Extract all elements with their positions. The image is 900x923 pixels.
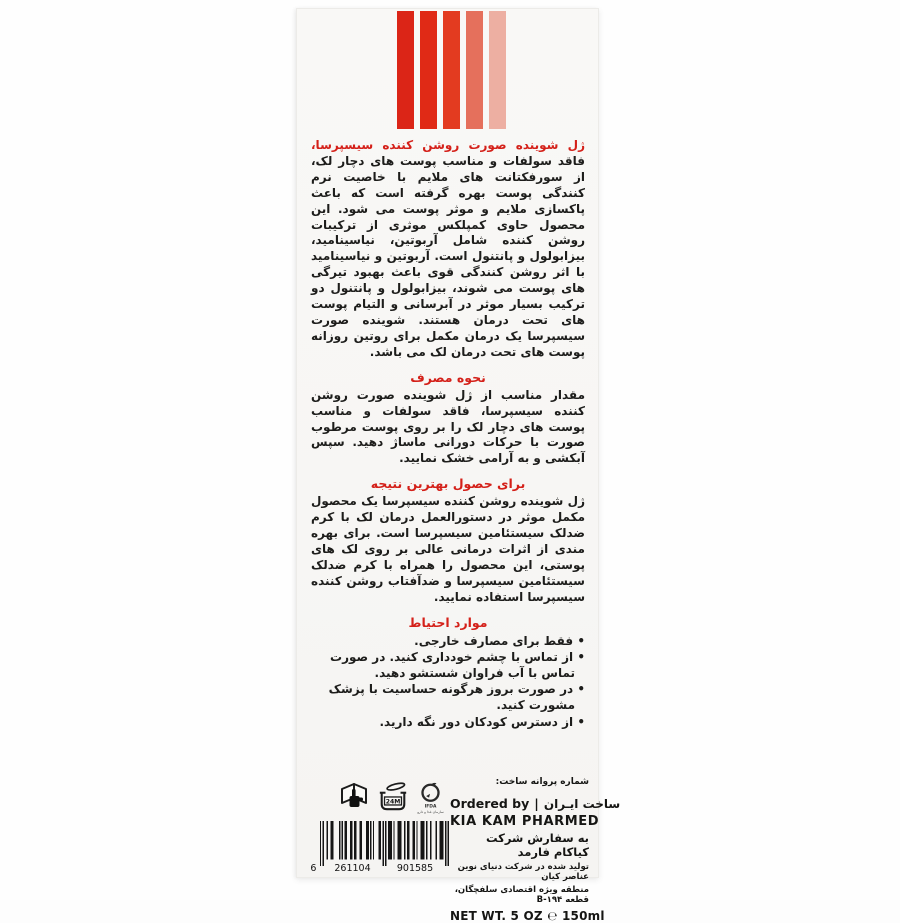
barcode-digits-left: 261104 (334, 862, 371, 874)
precautions-list (311, 633, 585, 730)
read-leaflet-icon (339, 781, 369, 811)
section-heading-precautions: موارد احتیاط (408, 614, 488, 630)
made-in-iran-label: ساخت ایـران (543, 797, 621, 811)
company-name: KIA KAM PHARMED (450, 814, 600, 829)
ordered-by-en: Ordered by (450, 796, 530, 811)
precaution-item: • از دسترس کودکان دور نگه دارید. (311, 714, 585, 730)
license-number-label: شماره پروانه ساخت: (495, 777, 589, 787)
intro-paragraph (311, 138, 585, 361)
precaution-item: • در صورت بروز هرگونه حساسیت با پزشک مشورت کنید. (311, 681, 585, 713)
product-title: ژل شوینده صورت روشن کننده سیسپرسا، (311, 138, 585, 152)
product-box-back-panel (296, 8, 621, 923)
footer-block (309, 771, 621, 923)
pao-label: 24M (385, 798, 401, 806)
section-heading-usage: نحوه مصرف (410, 369, 486, 385)
usage-paragraph: مقدار مناسب از ژل شوینده صورت روشن کننده سیسپرسا، فاقد سولفات و مناسب پوست های دچار لک را بر روی پوست مرطوب صورت با حرکات دورانی ماساژ دهید. سپس آبکشی و به آرامی خشک نمایید. (311, 387, 585, 466)
barcode (309, 821, 450, 877)
address-line: منطقه ویژه اقتصادی سلفچگان، قطعه B-۱۹۴ (454, 885, 589, 905)
barcode-digit-first: 6 (310, 862, 317, 874)
pao-24m-jar-icon (377, 781, 409, 812)
precaution-item: • فقط برای مصارف خارجی. (311, 633, 585, 649)
ifda-label: IFDA (424, 804, 437, 810)
intro-body: فاقد سولفات و مناسب پوست های دچار لک، از سورفکتانت های ملایم با خاصیت نرم کنندگی پوست بهره گرفته است که باعث پاکسازی ملایم و موثر پوست می شود. این محصول حاوی کمپلکس موثری از ترکیبات روشن کننده شامل آربوتین، نیاسینامید، بیزابولول و پانتنول است. آربوتین و نیاسینامید با اثر روشن کنندگی قوی باعث بهبود تیرگی های پوست می شوند، بیزابولول و پانتنول دو ترکیب بسیار موثر در آبرسانی و التیام پوست های تحت درمان هستند. شوینده صورت سیسپرسا یک درمان مکمل برای روتین روزانه پوست های تحت درمان لک می باشد. (311, 153, 585, 359)
ifda-subtitle: سازمان غذا و دارو (417, 810, 444, 814)
package-icons-row (339, 781, 450, 819)
ordered-by-row (450, 796, 621, 811)
barcode-digits-right: 901585 (396, 862, 434, 874)
ordered-by-fa: به سفارش شرکت کیاکام فارمد (485, 831, 589, 859)
footer-right (450, 771, 621, 923)
precaution-item: • از تماس با چشم خودداری کنید. در صورت تماس با آب فراوان شستشو دهید. (311, 649, 585, 681)
section-heading-best-results: برای حصول بهترین نتیجه (370, 476, 526, 492)
best-results-paragraph: ژل شوینده روشن کننده سیسپرسا یک محصول مکمل موثر در دستورالعمل درمان لک با کرم ضدلک سیستئامین سیسپرسا است. برای بهره مندی از اثرات درمانی عالی بر روی لک های پوستی، این محصول را همراه با کرم ضدلک سیستئامین سیسپرسا و ضدآفتاب روشن کننده سیسپرسا استفاده نمایید. (311, 494, 585, 604)
panel-text (311, 9, 585, 730)
net-weight: NET WT. 5 OZ ℮ 150ml (450, 909, 605, 923)
footer-left (309, 771, 450, 923)
producer-line: تولید شده در شرکت دنیای نوین عناصر کیان (457, 862, 589, 882)
divider-bar: | (534, 796, 539, 811)
ifda-logo-icon (417, 781, 444, 818)
